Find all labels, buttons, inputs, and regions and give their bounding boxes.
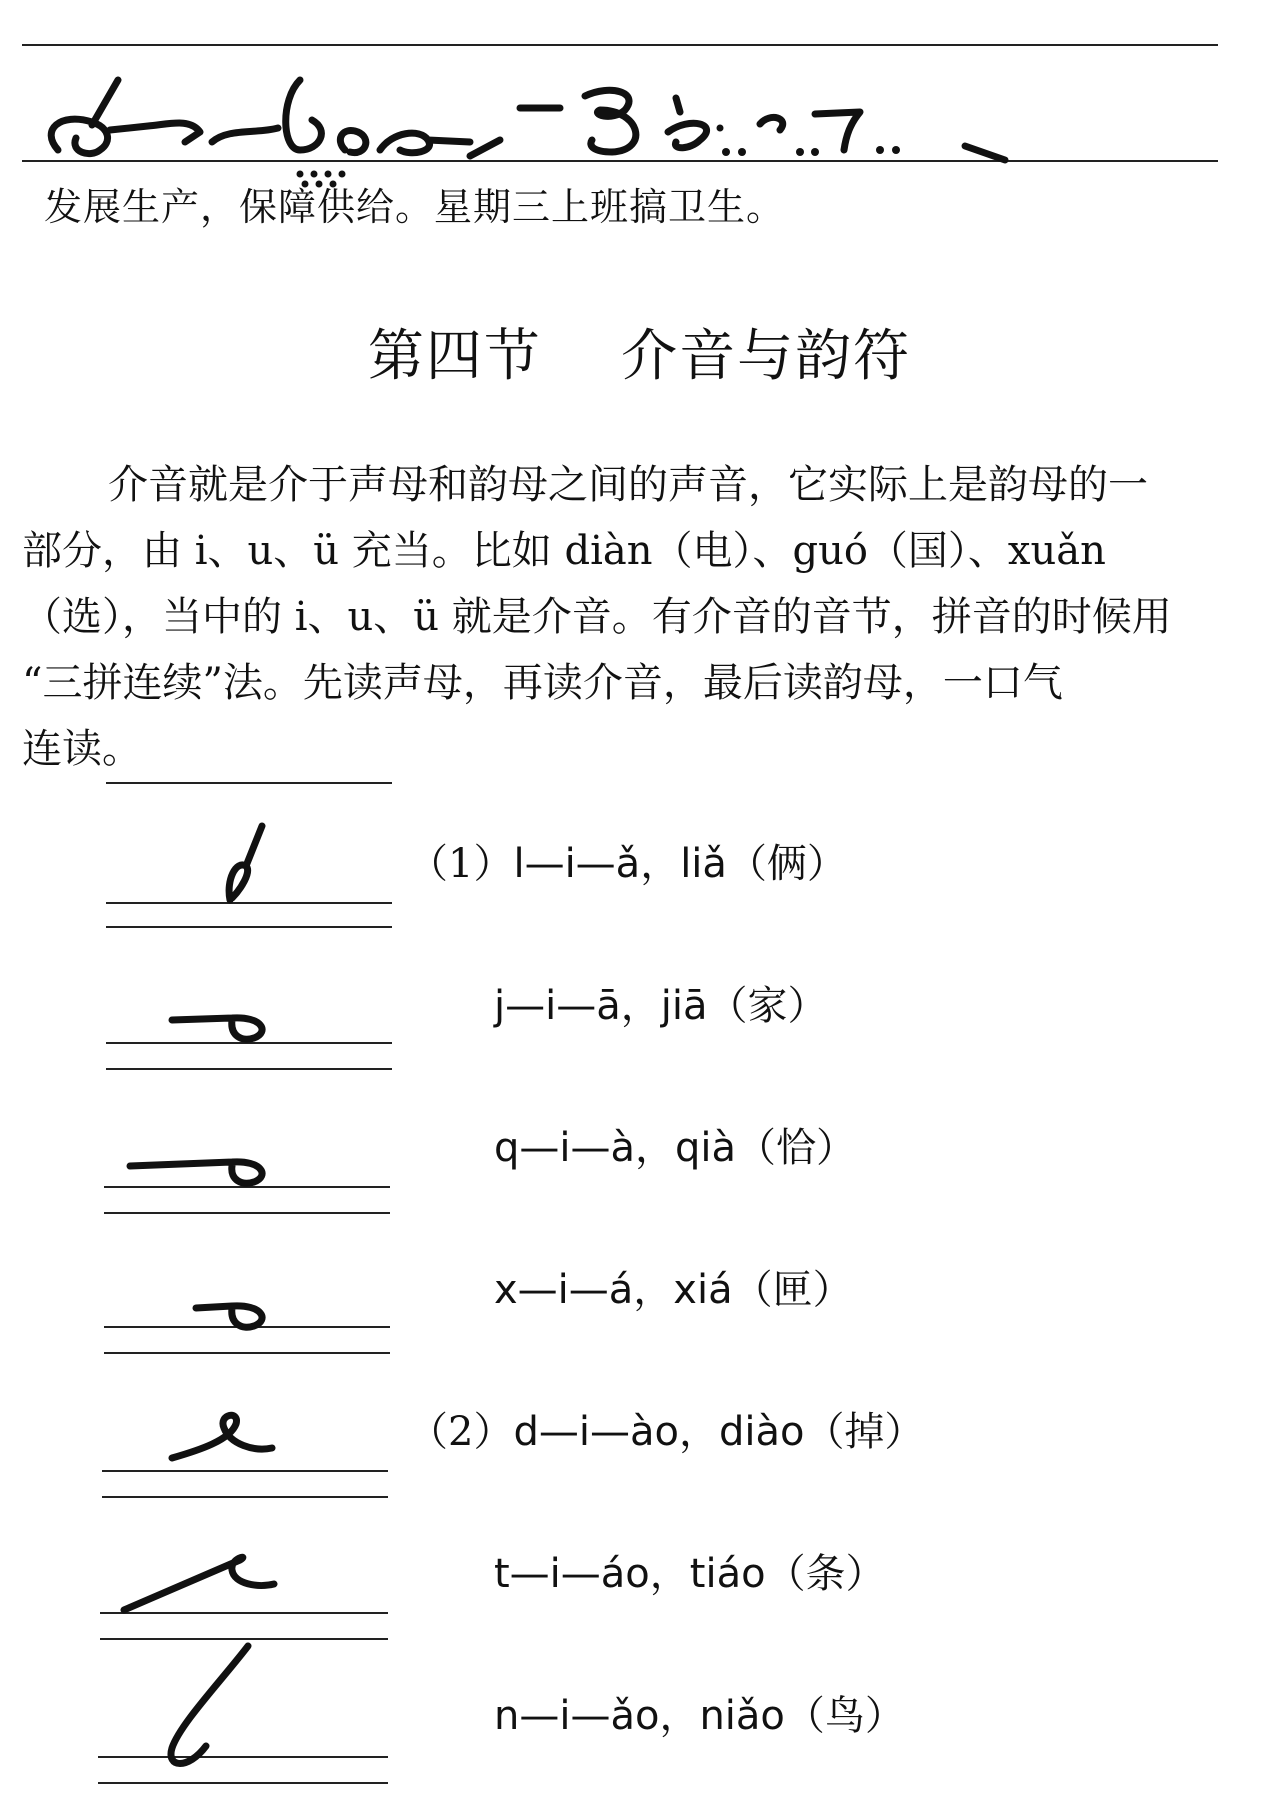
section-title: 第四节 介音与韵符 (367, 324, 912, 389)
example-spelling: l—i—ǎ，liǎ (513, 841, 727, 887)
example-character: （条） (765, 1551, 886, 1597)
example-spelling: n—i—ǎo，niǎo (494, 1693, 785, 1739)
example-row (494, 1116, 856, 1173)
example-character: （掉） (804, 1409, 925, 1455)
example-row (494, 974, 827, 1031)
shorthand-symbol-qia (130, 1162, 262, 1183)
example-row (408, 832, 847, 889)
example-row (408, 1400, 924, 1457)
top-sentence: 发展生产，保障供给。星期三上班搞卫生。 (44, 185, 786, 229)
shorthand-symbol-jia (172, 1018, 262, 1039)
example-character: （匣） (732, 1267, 853, 1313)
example-character: （鸟） (784, 1693, 905, 1739)
shorthand-symbol-lia (229, 826, 262, 900)
paragraph-line: “三拼连续”法。先读声母，再读介音，最后读韵母，一口气 (22, 660, 1063, 706)
example-number: （2） (408, 1409, 514, 1455)
paragraph-line: （选），当中的 i、u、ü 就是介音。有介音的音节，拼音的时候用 (22, 594, 1172, 640)
shorthand-symbol-xia (196, 1306, 262, 1327)
paragraph-line: 连读。 (22, 726, 142, 772)
example-character: （俩） (726, 841, 847, 887)
paragraph-line: 介音就是介于声母和韵母之间的声音，它实际上是韵母的一 (108, 462, 1148, 508)
example-spelling: j—i—ā，jiā (494, 983, 708, 1029)
example-character: （恰） (736, 1125, 857, 1171)
paragraph-line: 部分，由 i、u、ü 充当。比如 diàn（电）、guó（国）、xuǎn (22, 528, 1106, 574)
example-spelling: x—i—á，xiá (494, 1267, 733, 1313)
example-row (494, 1684, 905, 1741)
example-number: （1） (408, 841, 514, 887)
shorthand-symbol-diao (172, 1415, 272, 1458)
example-spelling: q—i—à，qià (494, 1125, 737, 1171)
example-row (494, 1542, 886, 1599)
shorthand-symbol-tiao (124, 1557, 274, 1610)
shorthand-symbol-niao (171, 1646, 248, 1764)
example-row (494, 1258, 853, 1315)
example-character: （家） (707, 983, 828, 1029)
example-spelling: d—i—ào，diào (513, 1409, 805, 1455)
example-spelling: t—i—áo，tiáo (494, 1551, 766, 1597)
